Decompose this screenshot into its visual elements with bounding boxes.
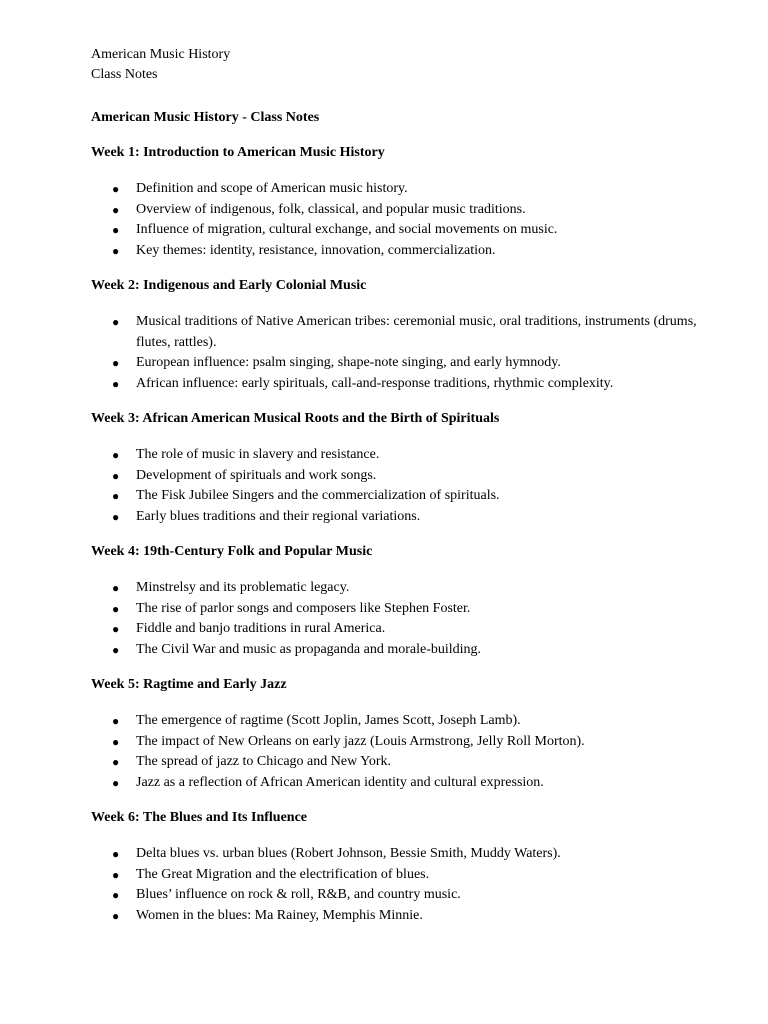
bullet-icon: ● xyxy=(112,775,120,790)
week-heading: Week 1: Introduction to American Music History xyxy=(91,145,385,160)
list-item xyxy=(91,844,731,865)
bullet-icon: ● xyxy=(112,714,120,728)
list-item-text: The rise of parlor songs and composers like Stephen Foster. xyxy=(136,600,471,616)
list-item-text: Definition and scope of American music history. xyxy=(136,181,408,196)
week-section xyxy=(91,808,731,926)
list-item xyxy=(91,200,731,221)
week-section xyxy=(91,143,731,261)
document-body xyxy=(91,108,731,941)
list-item xyxy=(91,578,731,599)
list-item xyxy=(91,906,731,927)
week-section xyxy=(91,675,731,793)
list-item-text: The Fisk Jubilee Singers and the commercialization of spirituals. xyxy=(136,488,500,503)
week-heading: Week 2: Indigenous and Early Colonial Music xyxy=(91,278,367,293)
list-item xyxy=(91,619,731,640)
list-item-text: The Great Migration and the electrification of blues. xyxy=(136,866,430,882)
list-item-text: Key themes: identity, resistance, innovation, commercialization. xyxy=(136,242,496,258)
list-item xyxy=(91,640,731,661)
bullet-list xyxy=(91,711,731,793)
list-item xyxy=(91,353,731,374)
bullet-list xyxy=(91,179,731,261)
bullet-icon: ● xyxy=(112,356,120,370)
bullet-icon: ● xyxy=(112,908,120,923)
list-item xyxy=(91,752,731,773)
bullet-icon: ● xyxy=(112,601,120,616)
list-item xyxy=(91,312,731,353)
bullet-icon: ● xyxy=(112,243,120,258)
list-item-text: Musical traditions of Native American tribes: ceremonial music, oral traditions, instruments (drums, flutes, rattles). xyxy=(136,314,697,350)
list-item-text: European influence: psalm singing, shape-note singing, and early hymnody. xyxy=(136,355,561,370)
week-section xyxy=(91,542,731,660)
bullet-icon: ● xyxy=(112,448,120,462)
list-item xyxy=(91,220,731,241)
list-item xyxy=(91,865,731,886)
list-item-text: Delta blues vs. urban blues (Robert Johnson, Bessie Smith, Muddy Waters). xyxy=(136,846,561,861)
list-item-text: Jazz as a reflection of African American identity and cultural expression. xyxy=(136,774,544,790)
bullet-icon: ● xyxy=(112,867,120,882)
document-title: American Music History - Class Notes xyxy=(91,110,320,125)
list-item-text: The spread of jazz to Chicago and New York. xyxy=(136,754,392,769)
list-item-text: The role of music in slavery and resistance. xyxy=(136,447,380,462)
list-item-text: The emergence of ragtime (Scott Joplin, James Scott, Joseph Lamb). xyxy=(136,713,521,728)
bullet-icon: ● xyxy=(112,622,120,636)
bullet-icon: ● xyxy=(112,489,120,503)
list-item xyxy=(91,466,731,487)
list-item-text: African influence: early spirituals, call-and-response traditions, rhythmic complexity. xyxy=(136,375,614,391)
list-item xyxy=(91,179,731,200)
bullet-icon: ● xyxy=(112,509,120,524)
list-item-text: Development of spirituals and work songs. xyxy=(136,467,377,483)
list-item-text: Overview of indigenous, folk, classical, and popular music traditions. xyxy=(136,201,526,217)
bullet-icon: ● xyxy=(112,376,120,391)
list-item xyxy=(91,241,731,262)
week-section xyxy=(91,276,731,394)
list-item-text: Fiddle and banjo traditions in rural America. xyxy=(136,621,386,636)
bullet-icon: ● xyxy=(112,642,120,657)
bullet-icon: ● xyxy=(112,847,120,861)
bullet-icon: ● xyxy=(112,315,120,329)
bullet-icon: ● xyxy=(112,888,120,902)
week-section xyxy=(91,409,731,527)
bullet-icon: ● xyxy=(112,182,120,196)
bullet-icon: ● xyxy=(112,755,120,769)
bullet-icon: ● xyxy=(112,223,120,237)
list-item-text: Early blues traditions and their regional variations. xyxy=(136,508,421,524)
list-item-text: Women in the blues: Ma Rainey, Memphis Minnie. xyxy=(136,907,423,923)
list-item xyxy=(91,445,731,466)
week-heading: Week 5: Ragtime and Early Jazz xyxy=(91,677,287,692)
list-item xyxy=(91,711,731,732)
header-course-name: American Music History xyxy=(91,47,231,62)
week-sections xyxy=(91,143,731,926)
list-item-text: Minstrelsy and its problematic legacy. xyxy=(136,580,350,595)
list-item xyxy=(91,732,731,753)
list-item xyxy=(91,885,731,906)
bullet-list xyxy=(91,578,731,660)
list-item xyxy=(91,773,731,794)
bullet-list xyxy=(91,445,731,527)
bullet-icon: ● xyxy=(112,734,120,749)
bullet-list xyxy=(91,844,731,926)
week-heading: Week 6: The Blues and Its Influence xyxy=(91,810,307,825)
bullet-list xyxy=(91,312,731,394)
bullet-icon: ● xyxy=(112,202,120,217)
page-header xyxy=(91,45,230,85)
list-item xyxy=(91,599,731,620)
week-heading: Week 4: 19th-Century Folk and Popular Music xyxy=(91,544,373,559)
list-item-text: Influence of migration, cultural exchange, and social movements on music. xyxy=(136,222,558,237)
header-doc-type: Class Notes xyxy=(91,67,158,82)
list-item xyxy=(91,507,731,528)
bullet-icon: ● xyxy=(112,581,120,595)
list-item-text: The impact of New Orleans on early jazz (Louis Armstrong, Jelly Roll Morton). xyxy=(136,733,585,749)
list-item-text: The Civil War and music as propaganda and morale-building. xyxy=(136,641,482,657)
bullet-icon: ● xyxy=(112,468,120,483)
week-heading: Week 3: African American Musical Roots and the Birth of Spirituals xyxy=(91,411,500,426)
list-item-text: Blues’ influence on rock & roll, R&B, and country music. xyxy=(136,887,461,902)
list-item xyxy=(91,486,731,507)
list-item xyxy=(91,374,731,395)
